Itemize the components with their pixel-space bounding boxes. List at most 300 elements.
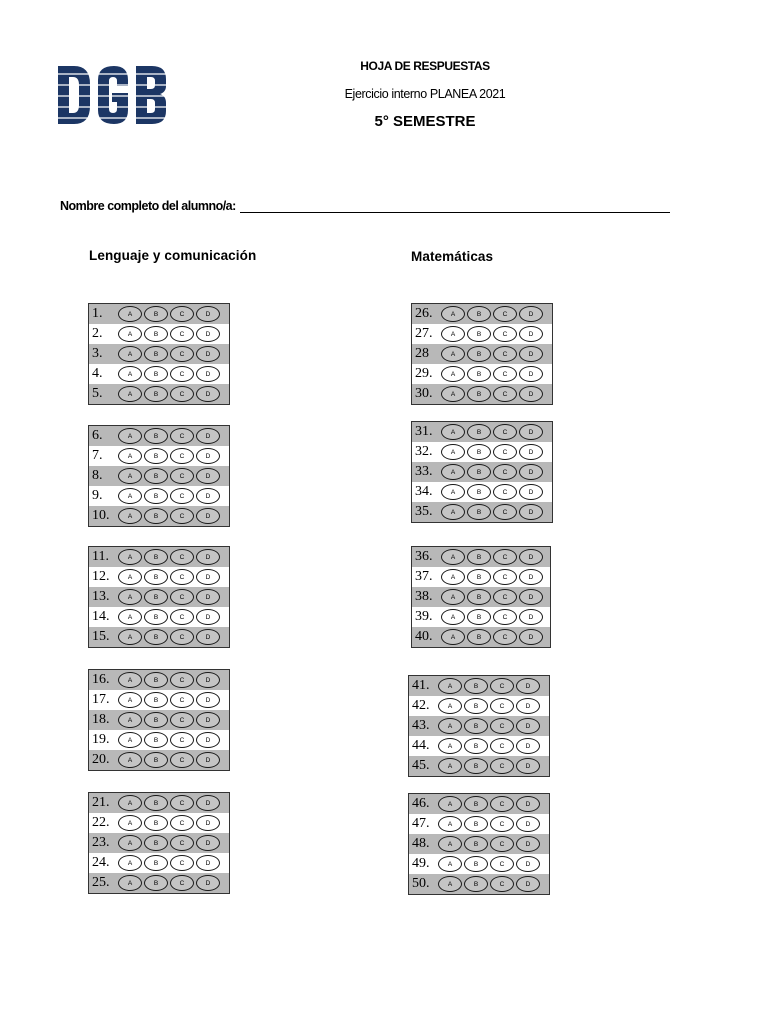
answer-row — [89, 813, 229, 833]
answer-bubble-b[interactable]: B — [144, 366, 168, 382]
question-number: 21. — [92, 795, 110, 810]
question-number: 20. — [92, 752, 110, 767]
answer-bubble-a[interactable]: A — [118, 629, 142, 645]
answer-bubble-c[interactable]: C — [490, 836, 514, 852]
question-number: 4. — [92, 366, 103, 381]
answer-bubble-c[interactable]: C — [493, 609, 517, 625]
answer-bubble-b[interactable]: B — [144, 672, 168, 688]
answer-bubble-c[interactable]: C — [493, 589, 517, 605]
answer-bubble-b[interactable]: B — [467, 366, 491, 382]
answer-bubble-c[interactable]: C — [493, 326, 517, 342]
answer-bubble-a[interactable]: A — [441, 366, 465, 382]
answer-bubble-d[interactable]: D — [196, 795, 220, 811]
answer-row — [409, 696, 549, 716]
answer-bubble-d[interactable]: D — [196, 692, 220, 708]
answer-bubble-b[interactable]: B — [467, 484, 491, 500]
answer-bubble-a[interactable]: A — [438, 698, 462, 714]
answer-bubble-d[interactable]: D — [516, 816, 540, 832]
answer-bubble-d[interactable]: D — [196, 448, 220, 464]
answer-row — [89, 873, 229, 893]
answer-bubble-d[interactable]: D — [196, 629, 220, 645]
answer-bubble-a[interactable]: A — [118, 835, 142, 851]
answer-bubble-d[interactable]: D — [196, 468, 220, 484]
answer-bubble-d[interactable]: D — [196, 712, 220, 728]
answer-bubble-b[interactable]: B — [144, 549, 168, 565]
answer-bubble-b[interactable]: B — [464, 836, 488, 852]
answer-bubble-b[interactable]: B — [464, 678, 488, 694]
answer-bubble-c[interactable]: C — [170, 672, 194, 688]
answer-bubble-b[interactable]: B — [144, 386, 168, 402]
sheet-title: HOJA DE RESPUESTAS — [360, 59, 490, 73]
answer-bubble-d[interactable]: D — [519, 464, 543, 480]
answer-bubble-d[interactable]: D — [519, 504, 543, 520]
answer-bubble-a[interactable]: A — [118, 609, 142, 625]
student-name-row — [60, 195, 670, 213]
answer-row — [412, 442, 552, 462]
answer-bubble-a[interactable]: A — [118, 428, 142, 444]
answer-bubble-a[interactable]: A — [438, 856, 462, 872]
answer-bubble-c[interactable]: C — [490, 758, 514, 774]
answer-row — [412, 304, 552, 324]
question-number: 40. — [415, 629, 433, 644]
question-number: 15. — [92, 629, 110, 644]
question-number: 16. — [92, 672, 110, 687]
answer-row — [409, 834, 549, 854]
answer-row — [412, 364, 552, 384]
answer-bubble-a[interactable]: A — [441, 444, 465, 460]
question-number: 28 — [415, 346, 429, 361]
answer-bubble-c[interactable]: C — [170, 508, 194, 524]
answer-bubble-d[interactable]: D — [519, 549, 543, 565]
answer-bubble-c[interactable]: C — [493, 569, 517, 585]
answer-bubble-a[interactable]: A — [118, 589, 142, 605]
answer-bubble-c[interactable]: C — [170, 609, 194, 625]
semester-label: 5° SEMESTRE — [374, 113, 476, 130]
answer-bubble-c[interactable]: C — [170, 346, 194, 362]
answer-block — [411, 303, 553, 405]
answer-bubble-b[interactable]: B — [144, 752, 168, 768]
answer-bubble-d[interactable]: D — [196, 569, 220, 585]
answer-bubble-d[interactable]: D — [196, 366, 220, 382]
answer-bubble-a[interactable]: A — [441, 484, 465, 500]
answer-bubble-d[interactable]: D — [196, 732, 220, 748]
answer-row — [89, 304, 229, 324]
answer-row — [412, 627, 550, 647]
answer-bubble-a[interactable]: A — [118, 366, 142, 382]
question-number: 7. — [92, 448, 103, 463]
question-number: 39. — [415, 609, 433, 624]
answer-bubble-d[interactable]: D — [519, 569, 543, 585]
answer-bubble-c[interactable]: C — [170, 692, 194, 708]
question-number: 46. — [412, 796, 430, 811]
answer-bubble-c[interactable]: C — [170, 835, 194, 851]
answer-row — [89, 547, 229, 567]
question-number: 1. — [92, 306, 103, 321]
answer-row — [412, 482, 552, 502]
answer-bubble-c[interactable]: C — [490, 718, 514, 734]
answer-bubble-b[interactable]: B — [144, 835, 168, 851]
answer-bubble-c[interactable]: C — [170, 815, 194, 831]
answer-bubble-c[interactable]: C — [170, 732, 194, 748]
answer-bubble-b[interactable]: B — [464, 796, 488, 812]
answer-bubble-d[interactable]: D — [196, 752, 220, 768]
answer-bubble-a[interactable]: A — [438, 796, 462, 812]
answer-bubble-b[interactable]: B — [144, 855, 168, 871]
answer-bubble-c[interactable]: C — [170, 589, 194, 605]
answer-row — [89, 384, 229, 404]
answer-row — [412, 587, 550, 607]
answer-bubble-a[interactable]: A — [441, 306, 465, 322]
answer-row — [89, 344, 229, 364]
answer-bubble-c[interactable]: C — [490, 796, 514, 812]
answer-bubble-a[interactable]: A — [441, 386, 465, 402]
question-number: 41. — [412, 678, 430, 693]
answer-bubble-d[interactable]: D — [196, 346, 220, 362]
answer-bubble-c[interactable]: C — [490, 738, 514, 754]
question-number: 23. — [92, 835, 110, 850]
answer-bubble-c[interactable]: C — [493, 444, 517, 460]
answer-bubble-a[interactable]: A — [118, 692, 142, 708]
answer-block — [88, 792, 230, 894]
answer-bubble-a[interactable]: A — [118, 386, 142, 402]
answer-bubble-d[interactable]: D — [519, 306, 543, 322]
answer-bubble-a[interactable]: A — [441, 569, 465, 585]
answer-bubble-a[interactable]: A — [118, 732, 142, 748]
answer-block — [88, 546, 230, 648]
answer-bubble-c[interactable]: C — [170, 569, 194, 585]
answer-bubble-b[interactable]: B — [467, 504, 491, 520]
answer-bubble-b[interactable]: B — [464, 698, 488, 714]
answer-row — [89, 833, 229, 853]
answer-bubble-b[interactable]: B — [467, 589, 491, 605]
answer-bubble-d[interactable]: D — [516, 836, 540, 852]
answer-bubble-c[interactable]: C — [493, 629, 517, 645]
answer-bubble-a[interactable]: A — [438, 876, 462, 892]
answer-bubble-b[interactable]: B — [144, 488, 168, 504]
answer-block — [411, 546, 551, 648]
answer-bubble-b[interactable]: B — [467, 326, 491, 342]
answer-bubble-a[interactable]: A — [441, 609, 465, 625]
answer-bubble-c[interactable]: C — [170, 875, 194, 891]
answer-bubble-c[interactable]: C — [170, 306, 194, 322]
answer-bubble-c[interactable]: C — [493, 386, 517, 402]
sheet-subtitle: Ejercicio interno PLANEA 2021 — [344, 87, 506, 101]
answer-bubble-d[interactable]: D — [516, 796, 540, 812]
question-number: 5. — [92, 386, 103, 401]
answer-bubble-d[interactable]: D — [196, 835, 220, 851]
answer-row — [89, 730, 229, 750]
question-number: 29. — [415, 366, 433, 381]
answer-bubble-b[interactable]: B — [144, 326, 168, 342]
question-number: 49. — [412, 856, 430, 871]
answer-row — [409, 794, 549, 814]
answer-bubble-c[interactable]: C — [493, 346, 517, 362]
answer-bubble-d[interactable]: D — [516, 738, 540, 754]
answer-bubble-a[interactable]: A — [438, 816, 462, 832]
answer-row — [412, 567, 550, 587]
answer-bubble-b[interactable]: B — [144, 609, 168, 625]
answer-row — [409, 716, 549, 736]
answer-bubble-b[interactable]: B — [467, 629, 491, 645]
answer-bubble-c[interactable]: C — [493, 504, 517, 520]
answer-bubble-b[interactable]: B — [144, 692, 168, 708]
answer-row — [89, 364, 229, 384]
section-title-lenguaje: Lenguaje y comunicación — [89, 248, 257, 263]
question-number: 18. — [92, 712, 110, 727]
question-number: 8. — [92, 468, 103, 483]
question-number: 35. — [415, 504, 433, 519]
answer-bubble-c[interactable]: C — [170, 326, 194, 342]
question-number: 32. — [415, 444, 433, 459]
answer-bubble-b[interactable]: B — [144, 732, 168, 748]
answer-row — [89, 853, 229, 873]
question-number: 47. — [412, 816, 430, 831]
answer-row — [409, 676, 549, 696]
answer-bubble-c[interactable]: C — [170, 366, 194, 382]
answer-row — [412, 462, 552, 482]
answer-bubble-c[interactable]: C — [490, 698, 514, 714]
answer-bubble-a[interactable]: A — [441, 346, 465, 362]
answer-row — [89, 710, 229, 730]
answer-bubble-c[interactable]: C — [170, 795, 194, 811]
question-number: 43. — [412, 718, 430, 733]
answer-bubble-d[interactable]: D — [516, 718, 540, 734]
answer-bubble-c[interactable]: C — [493, 424, 517, 440]
question-number: 34. — [415, 484, 433, 499]
answer-block — [408, 793, 550, 895]
answer-bubble-b[interactable]: B — [144, 508, 168, 524]
question-number: 44. — [412, 738, 430, 753]
answer-bubble-b[interactable]: B — [144, 589, 168, 605]
answer-bubble-b[interactable]: B — [144, 448, 168, 464]
answer-block — [88, 425, 230, 527]
answer-bubble-c[interactable]: C — [493, 306, 517, 322]
answer-bubble-b[interactable]: B — [467, 464, 491, 480]
answer-bubble-d[interactable]: D — [196, 855, 220, 871]
answer-bubble-d[interactable]: D — [516, 678, 540, 694]
answer-bubble-b[interactable]: B — [144, 468, 168, 484]
answer-bubble-d[interactable]: D — [519, 609, 543, 625]
answer-bubble-d[interactable]: D — [516, 856, 540, 872]
answer-block — [88, 669, 230, 771]
answer-bubble-c[interactable]: C — [490, 678, 514, 694]
question-number: 17. — [92, 692, 110, 707]
answer-bubble-b[interactable]: B — [464, 758, 488, 774]
answer-row — [89, 466, 229, 486]
answer-bubble-a[interactable]: A — [118, 448, 142, 464]
answer-bubble-a[interactable]: A — [438, 836, 462, 852]
answer-bubble-d[interactable]: D — [196, 589, 220, 605]
answer-bubble-c[interactable]: C — [490, 876, 514, 892]
answer-bubble-b[interactable]: B — [464, 718, 488, 734]
answer-bubble-b[interactable]: B — [464, 876, 488, 892]
answer-bubble-d[interactable]: D — [196, 326, 220, 342]
answer-bubble-a[interactable]: A — [441, 549, 465, 565]
answer-bubble-a[interactable]: A — [441, 589, 465, 605]
answer-bubble-c[interactable]: C — [170, 752, 194, 768]
answer-bubble-d[interactable]: D — [519, 484, 543, 500]
answer-bubble-b[interactable]: B — [144, 306, 168, 322]
question-number: 12. — [92, 569, 110, 584]
answer-bubble-d[interactable]: D — [196, 428, 220, 444]
answer-bubble-a[interactable]: A — [118, 752, 142, 768]
answer-bubble-b[interactable]: B — [144, 569, 168, 585]
answer-bubble-c[interactable]: C — [170, 712, 194, 728]
section-title-matematicas: Matemáticas — [411, 249, 494, 264]
answer-bubble-d[interactable]: D — [196, 609, 220, 625]
answer-bubble-d[interactable]: D — [196, 488, 220, 504]
answer-bubble-d[interactable]: D — [196, 508, 220, 524]
answer-bubble-b[interactable]: B — [144, 795, 168, 811]
answer-bubble-d[interactable]: D — [519, 326, 543, 342]
answer-bubble-a[interactable]: A — [441, 424, 465, 440]
question-number: 11. — [92, 549, 109, 564]
answer-bubble-a[interactable]: A — [118, 795, 142, 811]
question-number: 30. — [415, 386, 433, 401]
answer-bubble-d[interactable]: D — [196, 672, 220, 688]
answer-bubble-a[interactable]: A — [118, 815, 142, 831]
answer-bubble-b[interactable]: B — [144, 815, 168, 831]
answer-bubble-d[interactable]: D — [519, 346, 543, 362]
answer-bubble-c[interactable]: C — [170, 386, 194, 402]
answer-bubble-d[interactable]: D — [519, 424, 543, 440]
answer-bubble-a[interactable]: A — [118, 569, 142, 585]
answer-bubble-b[interactable]: B — [467, 424, 491, 440]
answer-bubble-a[interactable]: A — [118, 508, 142, 524]
answer-block — [408, 675, 550, 777]
answer-bubble-c[interactable]: C — [170, 629, 194, 645]
answer-bubble-a[interactable]: A — [438, 758, 462, 774]
answer-bubble-c[interactable]: C — [170, 549, 194, 565]
question-number: 48. — [412, 836, 430, 851]
answer-bubble-a[interactable]: A — [438, 718, 462, 734]
answer-bubble-a[interactable]: A — [118, 346, 142, 362]
answer-bubble-a[interactable]: A — [441, 629, 465, 645]
question-number: 3. — [92, 346, 103, 361]
answer-block — [411, 421, 553, 523]
question-number: 19. — [92, 732, 110, 747]
answer-bubble-c[interactable]: C — [170, 488, 194, 504]
answer-row — [89, 627, 229, 647]
answer-bubble-b[interactable]: B — [144, 712, 168, 728]
answer-bubble-c[interactable]: C — [490, 816, 514, 832]
question-number: 36. — [415, 549, 433, 564]
answer-bubble-b[interactable]: B — [467, 609, 491, 625]
answer-bubble-c[interactable]: C — [170, 448, 194, 464]
answer-bubble-b[interactable]: B — [464, 856, 488, 872]
answer-bubble-a[interactable]: A — [118, 326, 142, 342]
answer-bubble-a[interactable]: A — [118, 712, 142, 728]
answer-bubble-b[interactable]: B — [464, 816, 488, 832]
answer-bubble-c[interactable]: C — [493, 484, 517, 500]
answer-row — [412, 384, 552, 404]
answer-row — [409, 814, 549, 834]
answer-bubble-c[interactable]: C — [493, 464, 517, 480]
answer-bubble-a[interactable]: A — [438, 738, 462, 754]
answer-row — [409, 854, 549, 874]
answer-bubble-a[interactable]: A — [118, 488, 142, 504]
answer-bubble-a[interactable]: A — [118, 549, 142, 565]
sheet-header — [300, 58, 550, 132]
question-number: 22. — [92, 815, 110, 830]
answer-row — [412, 324, 552, 344]
answer-bubble-d[interactable]: D — [519, 366, 543, 382]
answer-bubble-b[interactable]: B — [144, 428, 168, 444]
answer-bubble-b[interactable]: B — [467, 306, 491, 322]
answer-bubble-d[interactable]: D — [516, 758, 540, 774]
question-number: 24. — [92, 855, 110, 870]
answer-row — [89, 506, 229, 526]
question-number: 25. — [92, 875, 110, 890]
answer-bubble-d[interactable]: D — [196, 386, 220, 402]
answer-bubble-a[interactable]: A — [438, 678, 462, 694]
answer-bubble-a[interactable]: A — [118, 672, 142, 688]
answer-bubble-a[interactable]: A — [441, 326, 465, 342]
answer-row — [412, 607, 550, 627]
answer-bubble-a[interactable]: A — [118, 468, 142, 484]
answer-row — [89, 486, 229, 506]
answer-bubble-c[interactable]: C — [493, 549, 517, 565]
answer-row — [89, 793, 229, 813]
answer-bubble-d[interactable]: D — [519, 589, 543, 605]
question-number: 42. — [412, 698, 430, 713]
answer-bubble-c[interactable]: C — [170, 468, 194, 484]
answer-bubble-c[interactable]: C — [170, 855, 194, 871]
answer-bubble-b[interactable]: B — [467, 569, 491, 585]
answer-bubble-d[interactable]: D — [519, 444, 543, 460]
student-name-label: Nombre completo del alumno/a: — [60, 199, 236, 213]
answer-bubble-a[interactable]: A — [118, 875, 142, 891]
answer-bubble-c[interactable]: C — [490, 856, 514, 872]
answer-bubble-d[interactable]: D — [519, 386, 543, 402]
answer-bubble-d[interactable]: D — [519, 629, 543, 645]
answer-bubble-b[interactable]: B — [144, 875, 168, 891]
answer-bubble-b[interactable]: B — [467, 549, 491, 565]
answer-bubble-b[interactable]: B — [144, 629, 168, 645]
student-name-field[interactable] — [240, 199, 670, 213]
answer-bubble-d[interactable]: D — [196, 815, 220, 831]
answer-bubble-c[interactable]: C — [493, 366, 517, 382]
answer-bubble-a[interactable]: A — [441, 504, 465, 520]
answer-bubble-a[interactable]: A — [118, 855, 142, 871]
answer-row — [89, 587, 229, 607]
answer-bubble-b[interactable]: B — [467, 386, 491, 402]
answer-bubble-d[interactable]: D — [196, 875, 220, 891]
answer-bubble-c[interactable]: C — [170, 428, 194, 444]
question-number: 6. — [92, 428, 103, 443]
answer-bubble-b[interactable]: B — [464, 738, 488, 754]
answer-bubble-b[interactable]: B — [467, 444, 491, 460]
answer-bubble-a[interactable]: A — [118, 306, 142, 322]
question-number: 45. — [412, 758, 430, 773]
question-number: 50. — [412, 876, 430, 891]
answer-row — [89, 426, 229, 446]
answer-bubble-b[interactable]: B — [467, 346, 491, 362]
answer-bubble-d[interactable]: D — [516, 698, 540, 714]
answer-bubble-d[interactable]: D — [196, 549, 220, 565]
question-number: 2. — [92, 326, 103, 341]
answer-bubble-d[interactable]: D — [196, 306, 220, 322]
answer-row — [89, 324, 229, 344]
answer-row — [412, 547, 550, 567]
answer-bubble-b[interactable]: B — [144, 346, 168, 362]
question-number: 10. — [92, 508, 110, 523]
answer-bubble-a[interactable]: A — [441, 464, 465, 480]
answer-row — [409, 736, 549, 756]
answer-row — [89, 567, 229, 587]
dgb-logo — [56, 64, 168, 126]
answer-bubble-d[interactable]: D — [516, 876, 540, 892]
